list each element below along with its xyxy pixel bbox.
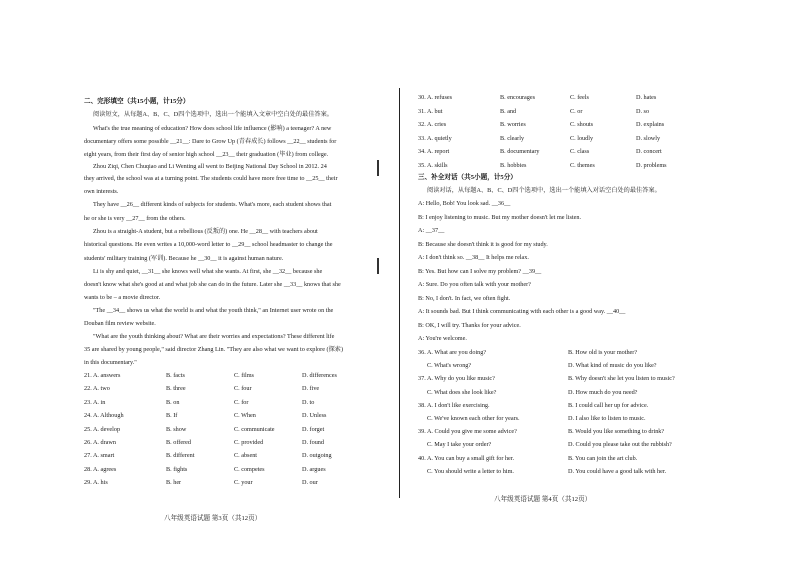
option: C. class [570, 148, 590, 156]
option: C. four [234, 385, 252, 393]
option: 23. A. in [84, 398, 106, 406]
dialogue-line: A: Hello, Bob! You look sad. __36__ [418, 200, 511, 207]
page-footer: 八年级英语试题 第3页（共12页） [164, 515, 262, 522]
passage-line: they arrived, the school was at a turning point. The students could have more free time to __25__ their [84, 175, 338, 182]
option: C. feels [570, 94, 589, 101]
passage-line: Zhou is a straight-A student, but a rebellious (反叛的) one. He __28__ with teachers about [93, 228, 318, 235]
passage-line: own interests. [84, 188, 119, 195]
option: B. encourages [500, 94, 536, 101]
option: B. facts [166, 372, 185, 379]
option: 24. A. Although [84, 412, 124, 420]
option: C. competes [234, 465, 265, 473]
dialogue-line: A: You're welcome. [418, 335, 467, 342]
option: D. forget [302, 425, 325, 433]
passage-line: students' military training (军训). Because he __30__ it is against human nature. [84, 255, 284, 262]
page-divider [399, 88, 400, 498]
option: 26. A. drawn [84, 439, 116, 446]
right-page [418, 0, 718, 561]
passage-line: in this documentary." [84, 359, 137, 366]
option: D. outgoing [302, 452, 332, 460]
choice: D. You could have a good talk with her. [568, 467, 667, 475]
option: D. argues [302, 465, 326, 473]
option: 33. A. quietly [418, 134, 452, 142]
choice: 38. A. I don't like exercising. [418, 401, 490, 409]
dialogue-line: A: Sure. Do you often talk with your mother? [418, 281, 531, 288]
option: D. hates [636, 94, 657, 101]
dialogue-line: A: It sounds bad. But I think communicating with each other is a good way. __40__ [418, 308, 626, 315]
dialogue-line: B: Yes. But how can I solve my problem? __39__ [418, 267, 542, 275]
choice: C. May I take your order? [427, 441, 492, 449]
page-footer: 八年级英语试题 第4页（共12页） [494, 496, 592, 503]
choice: B. I could call her up for advice. [568, 401, 649, 409]
choice: C. We've known each other for years. [427, 415, 520, 422]
option: C. films [234, 372, 254, 379]
dialogue-line: A: __37__ [418, 227, 445, 234]
choice: C. What's wrong? [427, 362, 472, 370]
option: C. communicate [234, 425, 275, 433]
option: D. slowly [636, 134, 661, 142]
choice: 40. A. You can buy a small gift for her. [418, 454, 515, 462]
option: B. different [166, 452, 195, 460]
dialogue-line: B: No, I don't. In fact, we often fight. [418, 294, 511, 302]
instruction: 阅读对话，从每题A、B、C、D四个选项中，选出一个能填入对话空白处的最佳答案。 [427, 187, 661, 194]
passage-line: 35 are shared by young people," said director Zhang Lin. "They are also what we want to explore (探索) [84, 346, 343, 353]
passage-line: What's the true meaning of education? How does school life influence (影响) a teenager? A new [93, 125, 332, 132]
section-title: 三、补全对话（共5小题，计5分） [418, 174, 517, 181]
option: B. If [166, 412, 178, 420]
choice: 39. A. Could you give me some advice? [418, 428, 517, 436]
option: 35. A. skills [418, 162, 448, 169]
option: D. differences [302, 372, 337, 379]
passage-line: "The __34__ shows us what the world is and what the youth think," an Internet user wrote on the [93, 307, 334, 314]
dialogue-line: B: I enjoy listening to music. But my mother doesn't let me listen. [418, 213, 582, 221]
dialogue-line: A: I don't think so. __38__ It helps me relax. [418, 254, 529, 261]
option: D. explains [636, 121, 665, 129]
choice: B. You can join the art club. [568, 454, 638, 462]
choice: C. You should write a letter to him. [427, 467, 514, 475]
option: C. absent [234, 452, 258, 460]
choice: C. What does she look like? [427, 388, 497, 396]
option: 25. A. develop [84, 425, 121, 433]
option: D. concert [636, 148, 662, 156]
passage-line: he or she is very __27__ from the others. [84, 215, 186, 222]
passage-line: Li is shy and quiet, __31__ she knows well what she wants. At first, she __32__ because she [93, 268, 323, 275]
option: C. or [570, 107, 583, 115]
option: 22. A. two [84, 385, 110, 393]
left-page [84, 0, 382, 561]
option: D. to [302, 398, 315, 406]
option: D. problems [636, 162, 667, 169]
choice: B. Why doesn't she let you listen to music? [568, 375, 675, 383]
passage-line: documentary offers some possible __21__: Dare to Grow Up (青春成长) follows __22__ students for [84, 138, 337, 145]
passage-line: Zhou Ziqi, Chen Chuqiao and Li Wenting all went to Beijing National Day School in 2012. 24 [93, 163, 327, 170]
option: C. shouts [570, 121, 594, 129]
choice: D. I also like to listen to music. [568, 415, 646, 422]
option: C. loudly [570, 134, 594, 142]
option: C. for [234, 398, 249, 406]
choice: D. How much do you need? [568, 388, 638, 396]
passage-line: doesn't know what she's good at and what job she can do in the future. Later she __33__ knows that she [84, 281, 341, 288]
choice: 37. A. Why do you like music? [418, 375, 495, 383]
choice: B. How old is your mother? [568, 349, 638, 356]
option: D. Unless [302, 412, 327, 420]
option: B. fights [166, 465, 188, 473]
option: 30. A. refuses [418, 94, 453, 101]
instruction: 阅读短文，从每题A、B、C、D四个选项中，选出一个能填入文章中空白处的最佳答案。 [93, 111, 333, 118]
option: D. found [302, 439, 324, 446]
option: B. on [166, 398, 180, 406]
dialogue-line: B: OK, I will try. Thanks for your advice. [418, 321, 521, 329]
choice: 36. A. What are you doing? [418, 349, 487, 356]
option: C. your [234, 479, 253, 487]
option: D. so [636, 107, 650, 115]
passage-line: eight years, from their first day of senior high school __23__ their graduation (毕业) from college. [84, 151, 329, 158]
option: B. worries [500, 121, 526, 129]
option: B. hobbies [500, 162, 527, 169]
choice: B. Would you like something to drink? [568, 428, 665, 436]
section-title: 二、完形填空（共15小题，计15分） [84, 98, 190, 105]
option: 21. A. answers [84, 372, 121, 379]
passage-line: They have __26__ different kinds of subjects for students. What's more, each student shows that [93, 201, 332, 208]
option: B. documentary [500, 148, 540, 156]
choice: D. What kind of music do you like? [568, 362, 657, 370]
choice: D. Could you please take out the rubbish? [568, 441, 672, 449]
option: C. themes [570, 162, 595, 169]
option: C. When [234, 412, 256, 420]
option: 32. A. cries [418, 121, 447, 129]
option: 34. A. report [418, 148, 450, 156]
option: B. offered [166, 439, 191, 446]
option: B. clearly [500, 134, 525, 142]
option: D. our [302, 479, 318, 487]
option: 27. A. smart [84, 452, 115, 460]
option: B. show [166, 425, 187, 433]
dialogue-line: B: Because she doesn't think it is good for my study. [418, 240, 548, 248]
option: C. provided [234, 439, 264, 446]
option: 28. A. agrees [84, 465, 117, 473]
passage-line: historical questions. He even writes a 10,000-word letter to __29__ school headmaster to change the [84, 241, 333, 248]
option: 31. A. but [418, 107, 443, 115]
option: B. her [166, 479, 182, 487]
option: B. and [500, 107, 517, 115]
option: 29. A. his [84, 479, 108, 487]
option: D. five [302, 385, 320, 393]
passage-line: wants to be – a movie director. [84, 294, 161, 301]
option: B. three [166, 385, 186, 393]
passage-line: Douban film review website. [84, 320, 156, 327]
passage-line: "What are the youth thinking about? What are their worries and expectations? These different life [93, 333, 335, 340]
